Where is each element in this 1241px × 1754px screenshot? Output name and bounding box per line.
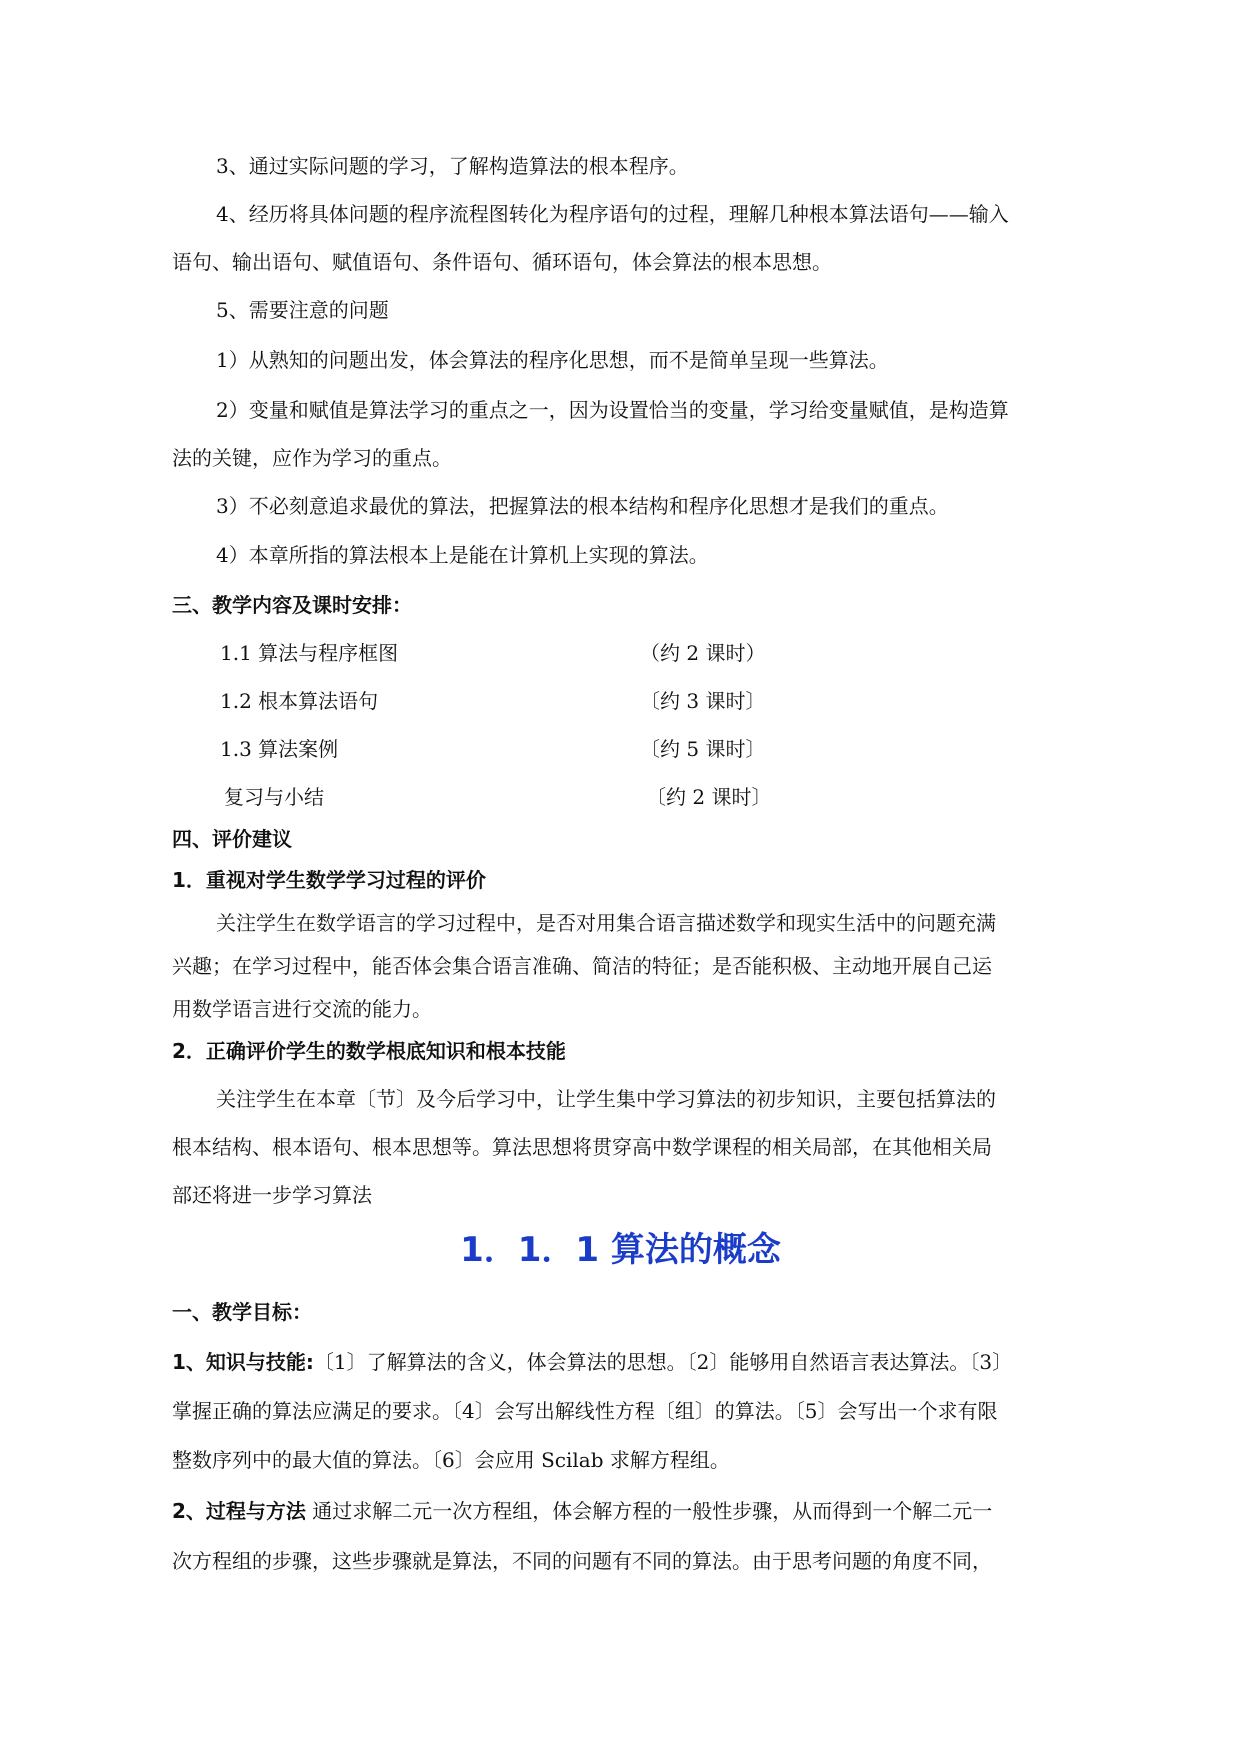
objectives-process-line1 — [172, 1497, 992, 1525]
objectives-knowledge-line1 — [172, 1348, 1012, 1376]
note-2-line2: 法的关键，应作为学习的重点。 — [172, 446, 452, 470]
section-4-sub1-line1: 关注学生在数学语言的学习过程中，是否对用集合语言描述数学和现实生活中的问题充满 — [216, 911, 996, 935]
objectives-title: 一、教学目标： — [172, 1300, 312, 1324]
schedule-item-name: 复习与小结 — [224, 785, 324, 809]
note-3: 3）不必刻意追求最优的算法，把握算法的根本结构和程序化思想才是我们的重点。 — [216, 494, 949, 518]
objectives-knowledge-line3: 整数序列中的最大值的算法。〔6〕会应用 Scilab 求解方程组。 — [172, 1448, 730, 1472]
section-4-title: 四、评价建议 — [172, 827, 292, 851]
objectives-knowledge-text: 〔1〕了解算法的含义，体会算法的思想。〔2〕能够用自然语言表达算法。〔3〕 — [313, 1350, 1013, 1374]
schedule-item-name: 1.2 根本算法语句 — [220, 689, 379, 713]
objectives-process-line2: 次方程组的步骤，这些步骤就是算法，不同的问题有不同的算法。由于思考问题的角度不同， — [172, 1549, 992, 1573]
schedule-item-time: 〔约 2 课时〕 — [646, 785, 772, 809]
objectives-knowledge-label: 1、知识与技能: — [172, 1350, 314, 1374]
section-4-sub1-line3: 用数学语言进行交流的能力。 — [172, 997, 432, 1021]
section-4-sub2-line2: 根本结构、根本语句、根本思想等。算法思想将贯穿高中数学课程的相关局部，在其他相关局 — [172, 1135, 992, 1159]
section-4-sub1: 1．重视对学生数学学习过程的评价 — [172, 868, 486, 892]
paragraph-goal-5: 5、需要注意的问题 — [216, 298, 389, 322]
section-3-title: 三、教学内容及课时安排： — [172, 593, 412, 617]
schedule-item-time: （约 2 课时） — [640, 641, 766, 665]
chapter-heading: 1．1．1 算法的概念 — [460, 1230, 781, 1270]
section-4-sub2: 2．正确评价学生的数学根底知识和根本技能 — [172, 1039, 566, 1063]
schedule-item-name: 1.3 算法案例 — [220, 737, 339, 761]
schedule-item-name: 1.1 算法与程序框图 — [220, 641, 399, 665]
paragraph-goal-3: 3、通过实际问题的学习，了解构造算法的根本程序。 — [216, 154, 689, 178]
section-4-sub2-line3: 部还将进一步学习算法 — [172, 1183, 372, 1207]
note-1: 1）从熟知的问题出发，体会算法的程序化思想，而不是简单呈现一些算法。 — [216, 348, 889, 372]
schedule-item-time: 〔约 5 课时〕 — [640, 737, 766, 761]
schedule-item-time: 〔约 3 课时〕 — [640, 689, 766, 713]
objectives-knowledge-line2: 掌握正确的算法应满足的要求。〔4〕会写出解线性方程〔组〕的算法。〔5〕会写出一个求有限 — [172, 1399, 998, 1423]
paragraph-goal-4-line2: 语句、输出语句、赋值语句、条件语句、循环语句，体会算法的根本思想。 — [172, 250, 832, 274]
objectives-process-text: 通过求解二元一次方程组，体会解方程的一般性步骤，从而得到一个解二元一 — [305, 1499, 993, 1523]
section-4-sub2-line1: 关注学生在本章〔节〕及今后学习中，让学生集中学习算法的初步知识，主要包括算法的 — [216, 1087, 996, 1111]
objectives-process-label: 2、过程与方法 — [172, 1499, 306, 1523]
paragraph-goal-4-line1: 4、经历将具体问题的程序流程图转化为程序语句的过程，理解几种根本算法语句——输入 — [216, 202, 1009, 226]
section-4-sub1-line2: 兴趣；在学习过程中，能否体会集合语言准确、简洁的特征；是否能积极、主动地开展自己运 — [172, 954, 992, 978]
note-2-line1: 2）变量和赋值是算法学习的重点之一，因为设置恰当的变量，学习给变量赋值，是构造算 — [216, 398, 1009, 422]
note-4: 4）本章所指的算法根本上是能在计算机上实现的算法。 — [216, 543, 709, 567]
